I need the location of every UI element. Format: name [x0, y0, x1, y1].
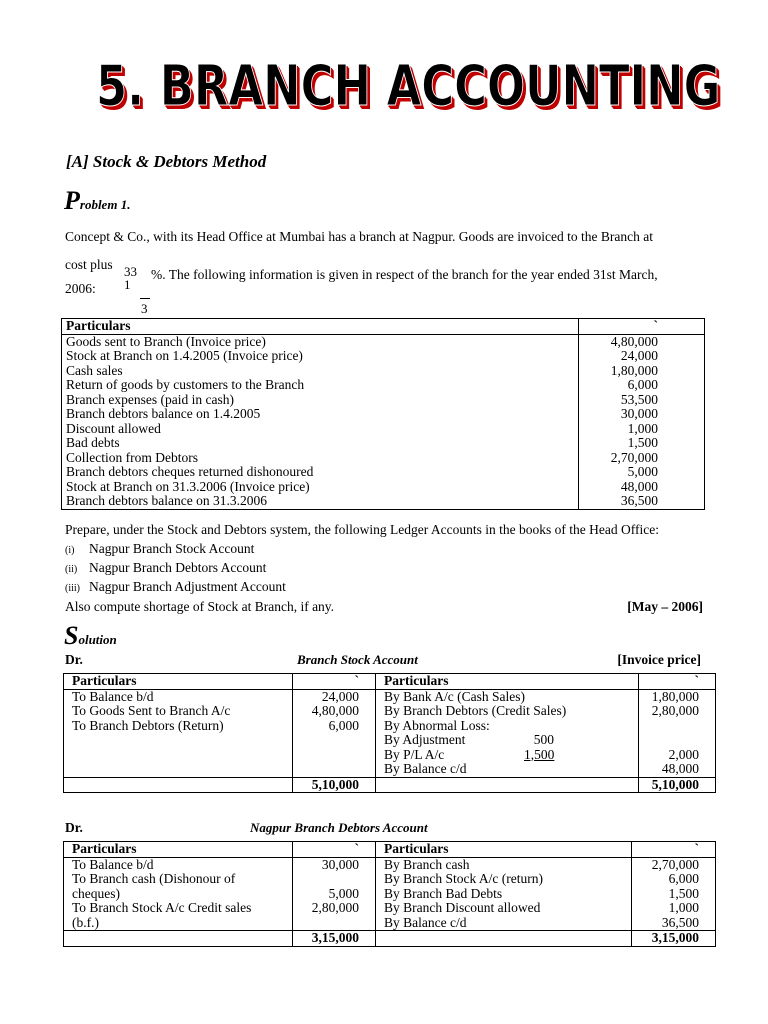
stock-debit-label: To Goods Sent to Branch A/c	[72, 703, 231, 718]
prepare-instruction: Prepare, under the Stock and Debtors system, the following Ledger Accounts in the books of the Head Office:	[65, 522, 659, 537]
info-row	[62, 422, 705, 437]
debtors-header-particulars-cr: Particulars	[376, 842, 632, 858]
debtors-debit-amount	[293, 916, 376, 931]
debtors-dr-label: Dr.	[65, 820, 83, 835]
section-heading: [A] Stock & Debtors Method	[66, 152, 267, 171]
exam-reference: [May – 2006]	[627, 599, 703, 614]
stock-credit-label: By Bank A/c (Cash Sales)	[376, 689, 639, 704]
info-row	[62, 364, 705, 379]
info-label: Discount allowed	[66, 420, 161, 436]
info-row	[62, 494, 705, 509]
stock-debit-amount: 24,000	[293, 689, 376, 704]
info-row	[62, 480, 705, 495]
intro-line-2: %. The following information is given in respect of the branch for the year ended 31st March,	[151, 267, 658, 282]
problem-rest: roblem 1.	[79, 197, 131, 212]
stock-dr-label: Dr.	[65, 652, 83, 667]
intro-year: 2006:	[65, 281, 96, 296]
info-row	[62, 465, 705, 480]
info-amount: 30,000	[579, 407, 705, 422]
debtors-debit-label: To Branch cash (Dishonour of	[72, 871, 236, 886]
stock-credit-label: By Abnormal Loss:	[376, 719, 639, 734]
account-list-label: Nagpur Branch Adjustment Account	[89, 579, 286, 594]
stock-debit-amount	[293, 733, 376, 748]
branch-stock-account-table	[63, 673, 716, 793]
info-amount: 48,000	[579, 480, 705, 495]
stock-debit-amount	[293, 762, 376, 777]
stock-credit-label-text: By Adjustment	[384, 732, 466, 747]
info-header-currency: `	[579, 319, 705, 335]
stock-credit-amount: 48,000	[639, 762, 716, 777]
stock-row	[64, 719, 716, 734]
page-title: 5. BRANCH ACCOUNTING	[96, 54, 721, 119]
debtors-row	[64, 887, 716, 902]
debtors-row	[64, 857, 716, 872]
debtors-total-blank-cr	[376, 931, 632, 947]
solution-initial: S	[64, 621, 79, 650]
fraction-whole: 33	[124, 264, 137, 279]
info-label: Collection from Debtors	[66, 449, 198, 465]
info-amount: 4,80,000	[579, 334, 705, 349]
info-row	[62, 451, 705, 466]
stock-debit-label: To Branch Debtors (Return)	[72, 717, 224, 733]
info-label: Cash sales	[66, 362, 123, 378]
debtors-debit-label: (b.f.)	[72, 914, 99, 930]
stock-account-title: Branch Stock Account	[297, 652, 418, 667]
info-label: Stock at Branch on 31.3.2006 (Invoice price)	[66, 478, 310, 494]
stock-header-particulars-dr: Particulars	[64, 674, 293, 690]
debtors-total-blank-dr	[64, 931, 293, 947]
debtors-header-currency-cr: `	[632, 842, 716, 858]
info-header-particulars: Particulars	[62, 319, 579, 335]
stock-header-particulars-cr: Particulars	[376, 674, 639, 690]
debtors-credit-label: By Branch Discount allowed	[376, 901, 632, 916]
info-row	[62, 407, 705, 422]
debtors-debit-amount: 2,80,000	[293, 901, 376, 916]
stock-total-debit: 5,10,000	[293, 777, 376, 793]
debtors-row	[64, 872, 716, 887]
stock-credit-amount: 1,80,000	[639, 689, 716, 704]
info-amount: 5,000	[579, 465, 705, 480]
info-label: Return of goods by customers to the Branch	[66, 377, 305, 392]
fraction-bar	[140, 298, 150, 299]
debtors-credit-amount: 36,500	[632, 916, 716, 931]
debtors-debit-label: To Branch Stock A/c Credit sales	[72, 900, 252, 915]
debtors-credit-amount: 1,000	[632, 901, 716, 916]
info-label: Branch debtors balance on 1.4.2005	[66, 406, 261, 421]
account-list-item	[65, 579, 286, 595]
debtors-credit-amount: 2,70,000	[632, 857, 716, 872]
account-list-label: Nagpur Branch Stock Account	[89, 541, 255, 556]
stock-credit-label	[376, 733, 639, 748]
stock-credit-label-text: By P/L A/c	[384, 746, 445, 762]
compute-instruction: Also compute shortage of Stock at Branch, if any.	[65, 599, 335, 614]
info-row	[62, 393, 705, 408]
debtors-credit-label: By Balance c/d	[376, 916, 632, 931]
info-label: Branch debtors cheques returned dishonoured	[66, 464, 314, 479]
debtors-credit-amount: 6,000	[632, 872, 716, 887]
solution-rest: olution	[78, 632, 117, 647]
branch-debtors-account-table	[63, 841, 716, 947]
info-amount: 6,000	[579, 378, 705, 393]
stock-credit-label	[376, 748, 639, 763]
debtors-credit-label: By Branch cash	[376, 857, 632, 872]
solution-heading	[64, 621, 117, 651]
debtors-total-credit: 3,15,000	[632, 931, 716, 947]
info-amount: 36,500	[579, 494, 705, 509]
stock-row	[64, 733, 716, 748]
stock-credit-sub-amount: 1,500	[524, 746, 555, 762]
stock-debit-label	[64, 762, 293, 777]
stock-account-note: [Invoice price]	[617, 652, 701, 667]
stock-total-row	[64, 777, 716, 793]
stock-row	[64, 748, 716, 763]
info-amount: 1,000	[579, 422, 705, 437]
account-list-label: Nagpur Branch Debtors Account	[89, 560, 267, 575]
stock-debit-label: To Balance b/d	[72, 688, 154, 704]
debtors-total-debit: 3,15,000	[293, 931, 376, 947]
stock-total-blank-dr	[64, 777, 293, 793]
info-amount: 1,500	[579, 436, 705, 451]
info-label: Goods sent to Branch (Invoice price)	[66, 333, 266, 349]
intro-cost-plus: cost plus	[65, 257, 113, 272]
debtors-header-particulars-dr: Particulars	[64, 842, 293, 858]
stock-row	[64, 689, 716, 704]
stock-debit-amount	[293, 748, 376, 763]
info-row	[62, 436, 705, 451]
stock-credit-label: By Branch Debtors (Credit Sales)	[376, 704, 639, 719]
debtors-row	[64, 901, 716, 916]
debtors-credit-label: By Branch Stock A/c (return)	[376, 872, 632, 887]
stock-debit-label	[64, 748, 293, 763]
info-label: Bad debts	[66, 435, 120, 450]
problem-heading	[64, 186, 130, 216]
info-label: Branch expenses (paid in cash)	[66, 391, 234, 407]
fraction-denominator: 3	[141, 301, 148, 316]
stock-credit-amount: 2,80,000	[639, 704, 716, 719]
stock-debit-label	[64, 733, 293, 748]
given-information-table	[61, 318, 705, 510]
info-amount: 53,500	[579, 393, 705, 408]
account-list-item	[65, 560, 266, 576]
debtors-header-currency-dr: `	[293, 842, 376, 858]
debtors-debit-label: cheques)	[72, 885, 120, 901]
debtors-credit-label: By Branch Bad Debts	[376, 887, 632, 902]
stock-total-credit: 5,10,000	[639, 777, 716, 793]
debtors-debit-amount: 30,000	[293, 857, 376, 872]
stock-credit-label: By Balance c/d	[376, 762, 639, 777]
stock-credit-amount	[639, 719, 716, 734]
info-amount: 2,70,000	[579, 451, 705, 466]
stock-header-currency-cr: `	[639, 674, 716, 690]
info-row	[62, 334, 705, 349]
stock-credit-amount: 2,000	[639, 748, 716, 763]
debtors-debit-label: To Balance b/d	[72, 856, 154, 872]
debtors-account-title: Nagpur Branch Debtors Account	[250, 820, 428, 835]
account-list-number: (ii)	[65, 564, 78, 575]
fraction-numerator: 1	[124, 277, 131, 292]
info-amount: 1,80,000	[579, 364, 705, 379]
account-list-number: (iii)	[65, 583, 80, 594]
stock-debit-amount: 6,000	[293, 719, 376, 734]
stock-row	[64, 762, 716, 777]
debtors-credit-amount: 1,500	[632, 887, 716, 902]
problem-initial: P	[64, 186, 80, 215]
debtors-row	[64, 916, 716, 931]
stock-row	[64, 704, 716, 719]
stock-credit-sub-amount: 500	[533, 732, 554, 747]
account-list-number: (i)	[65, 545, 75, 556]
stock-debit-amount: 4,80,000	[293, 704, 376, 719]
debtors-debit-amount: 5,000	[293, 887, 376, 902]
info-label: Stock at Branch on 1.4.2005 (Invoice price)	[66, 348, 303, 363]
info-row	[62, 349, 705, 364]
info-label: Branch debtors balance on 31.3.2006	[66, 493, 267, 508]
account-list-item	[65, 541, 254, 557]
info-amount: 24,000	[579, 349, 705, 364]
stock-header-currency-dr: `	[293, 674, 376, 690]
stock-credit-amount	[639, 733, 716, 748]
debtors-debit-amount	[293, 872, 376, 887]
stock-total-blank-cr	[376, 777, 639, 793]
intro-line-1: Concept & Co., with its Head Office at Mumbai has a branch at Nagpur. Goods are invoiced to the Branch at	[65, 229, 653, 244]
info-row	[62, 378, 705, 393]
debtors-total-row	[64, 931, 716, 947]
